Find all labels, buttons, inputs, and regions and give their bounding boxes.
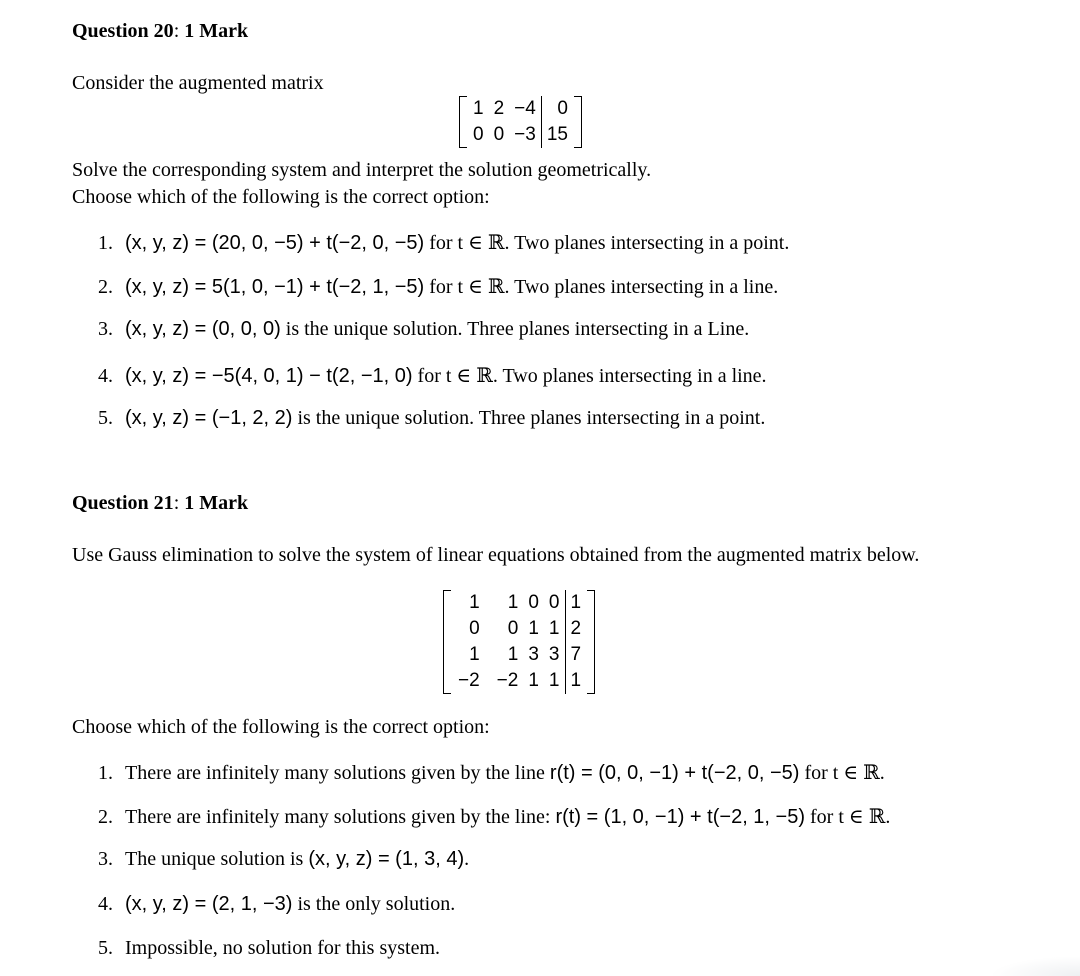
matrix-cell: 1 <box>473 98 484 119</box>
option-number: 4. <box>98 893 113 915</box>
matrix-cell: −4 <box>514 98 536 119</box>
matrix-cell: 1 <box>528 618 539 639</box>
matrix-cell: 2 <box>565 616 586 642</box>
q21-augmented-matrix <box>452 590 586 694</box>
q21-option-3[interactable] <box>98 848 469 871</box>
option-number: 1. <box>98 232 113 254</box>
page-corner-shadow <box>990 956 1080 976</box>
option-prefix: There are infinitely many solutions given by the line <box>125 762 550 784</box>
option-text: for t ∈ ℝ. Two planes intersecting in a point. <box>424 232 790 254</box>
matrix-cell: 0 <box>493 124 505 145</box>
option-prefix: There are infinitely many solutions given by the line: <box>125 806 556 828</box>
option-number: 2. <box>98 806 113 828</box>
matrix-cell: 0 <box>528 592 539 613</box>
matrix-cell: 1 <box>528 670 539 691</box>
matrix-cell: 3 <box>528 644 539 665</box>
q21-title-bold: Question 21 <box>72 492 174 514</box>
matrix-cell: 1 <box>507 592 519 613</box>
option-number: 5. <box>98 407 113 429</box>
option-text: is the unique solution. Three planes intersecting in a Line. <box>280 318 750 340</box>
matrix-cell: 1 <box>548 618 560 639</box>
q21-option-2[interactable] <box>98 804 890 829</box>
option-prefix: The unique solution is <box>125 848 309 870</box>
option-text: is the only solution. <box>292 893 456 915</box>
q20-option-2[interactable] <box>98 274 778 299</box>
option-math: (x, y, z) = 5(1, 0, −1) + t(−2, 1, −5) <box>125 276 425 298</box>
matrix-cell: 1 <box>565 590 586 616</box>
q20-option-1[interactable] <box>98 230 789 255</box>
q20-intro: Consider the augmented matrix <box>72 72 324 94</box>
matrix-cell: 1 <box>507 644 519 665</box>
matrix-cell: 1 <box>469 592 480 613</box>
q20-instruction-1: Solve the corresponding system and interpret the solution geometrically. <box>72 159 652 181</box>
option-number: 2. <box>98 276 113 298</box>
option-number: 4. <box>98 365 113 387</box>
option-text: for t ∈ ℝ. <box>799 762 885 784</box>
matrix-cell: 0 <box>473 124 484 145</box>
option-text: is the unique solution. Three planes intersecting in a point. <box>292 407 766 429</box>
option-math: (x, y, z) = (20, 0, −5) + t(−2, 0, −5) <box>125 232 425 254</box>
matrix-cell: 2 <box>493 98 505 119</box>
q21-title: Question 21: 1 Mark <box>72 492 249 514</box>
q20-option-4[interactable] <box>98 363 767 388</box>
option-prefix: Impossible, no solution for this system. <box>125 937 440 959</box>
matrix-cell: −3 <box>514 124 536 145</box>
option-text: for t ∈ ℝ. Two planes intersecting in a line. <box>424 276 779 298</box>
option-math: (x, y, z) = (1, 3, 4) <box>308 848 465 870</box>
q20-augmented-matrix <box>468 96 573 148</box>
option-math: r(t) = (0, 0, −1) + t(−2, 0, −5) <box>549 762 800 784</box>
q21-intro: Use Gauss elimination to solve the system of linear equations obtained from the augmented matrix below. <box>72 544 920 566</box>
matrix-cell: 3 <box>548 644 560 665</box>
option-math: (x, y, z) = (−1, 2, 2) <box>125 407 293 429</box>
q20-title-mark: 1 Mark <box>179 20 249 42</box>
option-text: . <box>464 848 470 870</box>
q21-option-5[interactable] <box>98 937 440 960</box>
option-number: 5. <box>98 937 113 959</box>
matrix-cell: 7 <box>565 642 586 668</box>
q21-title-mark: 1 Mark <box>179 492 249 514</box>
option-math: (x, y, z) = −5(4, 0, 1) − t(2, −1, 0) <box>125 365 413 387</box>
option-math: r(t) = (1, 0, −1) + t(−2, 1, −5) <box>555 806 806 828</box>
matrix-cell: −2 <box>496 670 519 691</box>
q20-title: Question 20: 1 Mark <box>72 20 249 42</box>
matrix-cell: 0 <box>541 96 573 122</box>
q20-title-bold: Question 20 <box>72 20 174 42</box>
option-number: 3. <box>98 318 113 340</box>
option-text: for t ∈ ℝ. <box>805 806 891 828</box>
matrix-cell: 0 <box>469 618 480 639</box>
matrix-cell: 1 <box>469 644 480 665</box>
matrix-cell: 1 <box>565 668 586 694</box>
matrix-cell: 0 <box>548 592 560 613</box>
q21-instruction: Choose which of the following is the correct option: <box>72 716 490 738</box>
q20-option-3[interactable] <box>98 318 749 341</box>
q20-instruction-2: Choose which of the following is the correct option: <box>72 186 490 208</box>
q20-option-5[interactable] <box>98 407 765 430</box>
q21-option-1[interactable] <box>98 760 885 785</box>
matrix-cell: 0 <box>507 618 519 639</box>
option-math: (x, y, z) = (2, 1, −3) <box>125 893 293 915</box>
matrix-cell: 1 <box>548 670 560 691</box>
q21-option-4[interactable] <box>98 893 455 916</box>
option-number: 1. <box>98 762 113 784</box>
option-math: (x, y, z) = (0, 0, 0) <box>125 318 281 340</box>
matrix-cell: 15 <box>541 122 573 148</box>
option-number: 3. <box>98 848 113 870</box>
option-text: for t ∈ ℝ. Two planes intersecting in a line. <box>412 365 767 387</box>
matrix-cell: −2 <box>458 670 480 691</box>
